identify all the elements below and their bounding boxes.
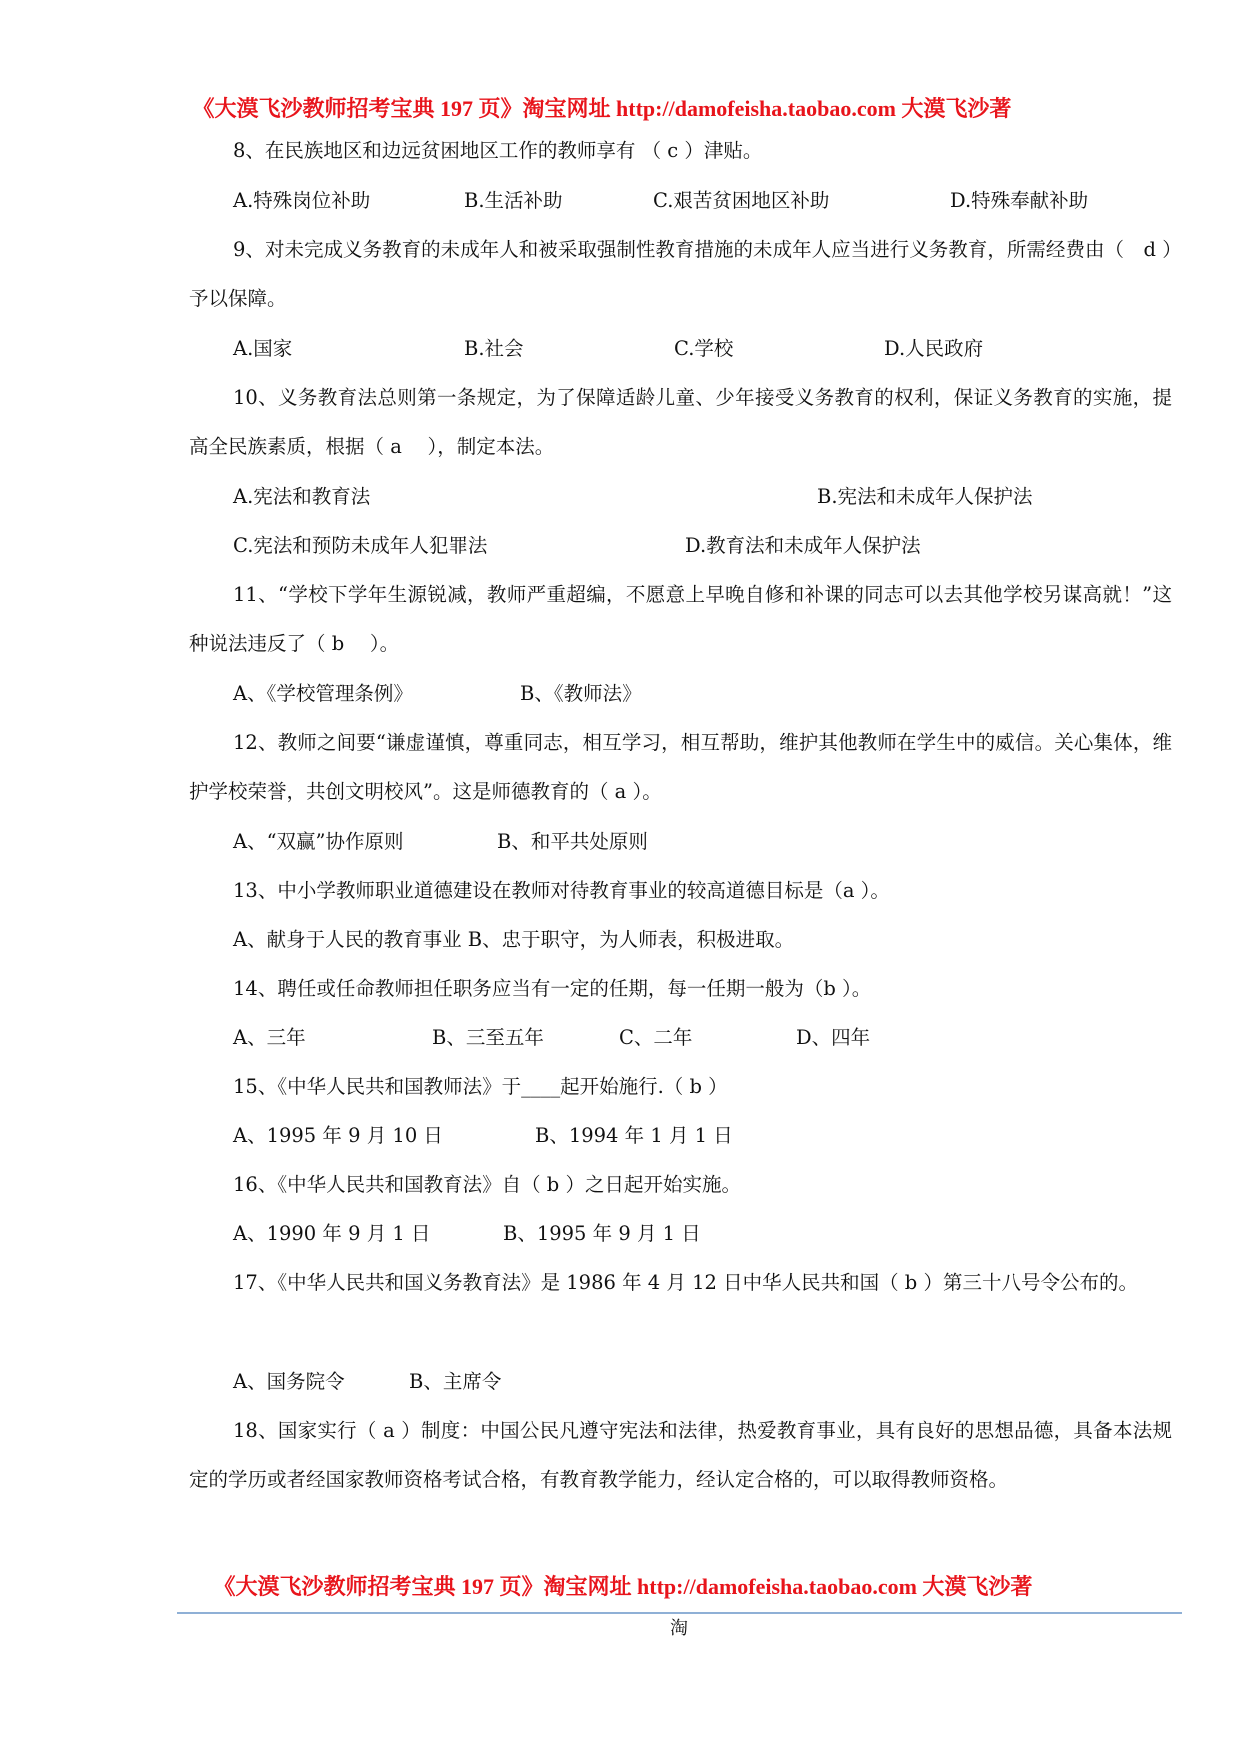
- option-c: C.学校: [674, 337, 734, 360]
- question-12-options: [0, 817, 1240, 866]
- question-18-stem: 18、国家实行（ a ）制度：中国公民凡遵守宪法和法律，热爱教育事业，具有良好的思想品德，具备本法规定的学历或者经国家教师资格考试合格，有教育教学能力，经认定合格的，可以取得教师资格。: [189, 1419, 1172, 1492]
- question-10-stem: 10、义务教育法总则第一条规定，为了保障适龄儿童、少年接受义务教育的权利，保证义务教育的实施，提高全民族素质，根据（ a ），制定本法。: [189, 386, 1172, 459]
- option-b: B、1995 年 9 月 1 日: [503, 1222, 701, 1245]
- footer-banner: 《大漠飞沙教师招考宝典 197 页》淘宝网址 http://damofeisha.taobao.com 大漠飞沙著: [213, 1574, 1033, 1599]
- option-d: D、四年: [796, 1026, 871, 1049]
- page-footer-text: 淘: [670, 1618, 688, 1639]
- question-13-stem: 13、中小学教师职业道德建设在教师对待教育事业的较高道德目标是（a ）。: [233, 879, 890, 902]
- option-c: C.艰苦贫困地区补助: [653, 189, 830, 212]
- question-9-stem: 9、对未完成义务教育的未成年人和被采取强制性教育措施的未成年人应当进行义务教育，所需经费由（ d ）予以保障。: [189, 238, 1172, 311]
- option-b: B.社会: [464, 337, 524, 360]
- option-a: A、国务院令: [233, 1370, 345, 1393]
- option-a: A、三年: [233, 1026, 306, 1049]
- option-c: C.宪法和预防未成年人犯罪法: [233, 534, 488, 557]
- option-b: B、1994 年 1 月 1 日: [535, 1124, 733, 1147]
- option-b: B、三至五年: [432, 1026, 544, 1049]
- option-a-b: A、献身于人民的教育事业 B、忠于职守，为人师表，积极进取。: [233, 928, 795, 951]
- option-a: A.国家: [233, 337, 293, 360]
- option-a: A.特殊岗位补助: [233, 189, 371, 212]
- question-14-stem: 14、聘任或任命教师担任职务应当有一定的任期，每一任期一般为（b ）。: [233, 977, 872, 1000]
- question-10-options-2: [0, 521, 1240, 570]
- question-11-options: [0, 669, 1240, 718]
- question-15-stem: 15、《中华人民共和国教师法》于____起开始施行.（ b ）: [233, 1075, 728, 1098]
- question-14-options: [0, 1013, 1240, 1062]
- option-b: B、主席令: [409, 1370, 502, 1393]
- option-d: D.人民政府: [884, 337, 984, 360]
- option-b: B.生活补助: [464, 189, 563, 212]
- option-c: C、二年: [619, 1026, 693, 1049]
- option-b: B、《教师法》: [520, 682, 642, 705]
- option-a: A.宪法和教育法: [233, 485, 371, 508]
- question-17-stem: 17、《中华人民共和国义务教育法》是 1986 年 4 月 12 日中华人民共和国（ b ）第三十八号令公布的。: [233, 1271, 1138, 1294]
- option-a: A、“双赢”协作原则: [233, 830, 404, 853]
- option-d: D.特殊奉献补助: [950, 189, 1089, 212]
- question-8-stem: 8、在民族地区和边远贫困地区工作的教师享有 （ c ）津贴。: [233, 139, 763, 162]
- question-8-options: [0, 176, 1240, 225]
- question-15-options: [0, 1111, 1240, 1160]
- option-d: D.教育法和未成年人保护法: [685, 534, 921, 557]
- question-16-options: [0, 1209, 1240, 1258]
- question-12-stem: 12、教师之间要“谦虚谨慎，尊重同志，相互学习，相互帮助，维护其他教师在学生中的威信。关心集体，维护学校荣誉，共创文明校风”。这是师德教育的（ a ）。: [189, 731, 1172, 804]
- option-a: A、《学校管理条例》: [233, 682, 413, 705]
- question-13-options: [0, 915, 1240, 964]
- question-9-options: [0, 324, 1240, 373]
- option-b: B、和平共处原则: [497, 830, 648, 853]
- question-16-stem: 16、《中华人民共和国教育法》自（ b ）之日起开始实施。: [233, 1173, 741, 1196]
- option-a: A、1995 年 9 月 10 日: [233, 1124, 443, 1147]
- option-b: B.宪法和未成年人保护法: [817, 485, 1033, 508]
- question-11-stem: 11、“学校下学年生源锐减，教师严重超编，不愿意上早晚自修和补课的同志可以去其他学校另谋高就！”这种说法违反了（ b ）。: [189, 583, 1172, 656]
- question-10-options-1: [0, 472, 1240, 521]
- option-a: A、1990 年 9 月 1 日: [233, 1222, 431, 1245]
- header-banner: 《大漠飞沙教师招考宝典 197 页》淘宝网址 http://damofeisha.taobao.com 大漠飞沙著: [192, 96, 1012, 121]
- question-17-options: [0, 1357, 1240, 1406]
